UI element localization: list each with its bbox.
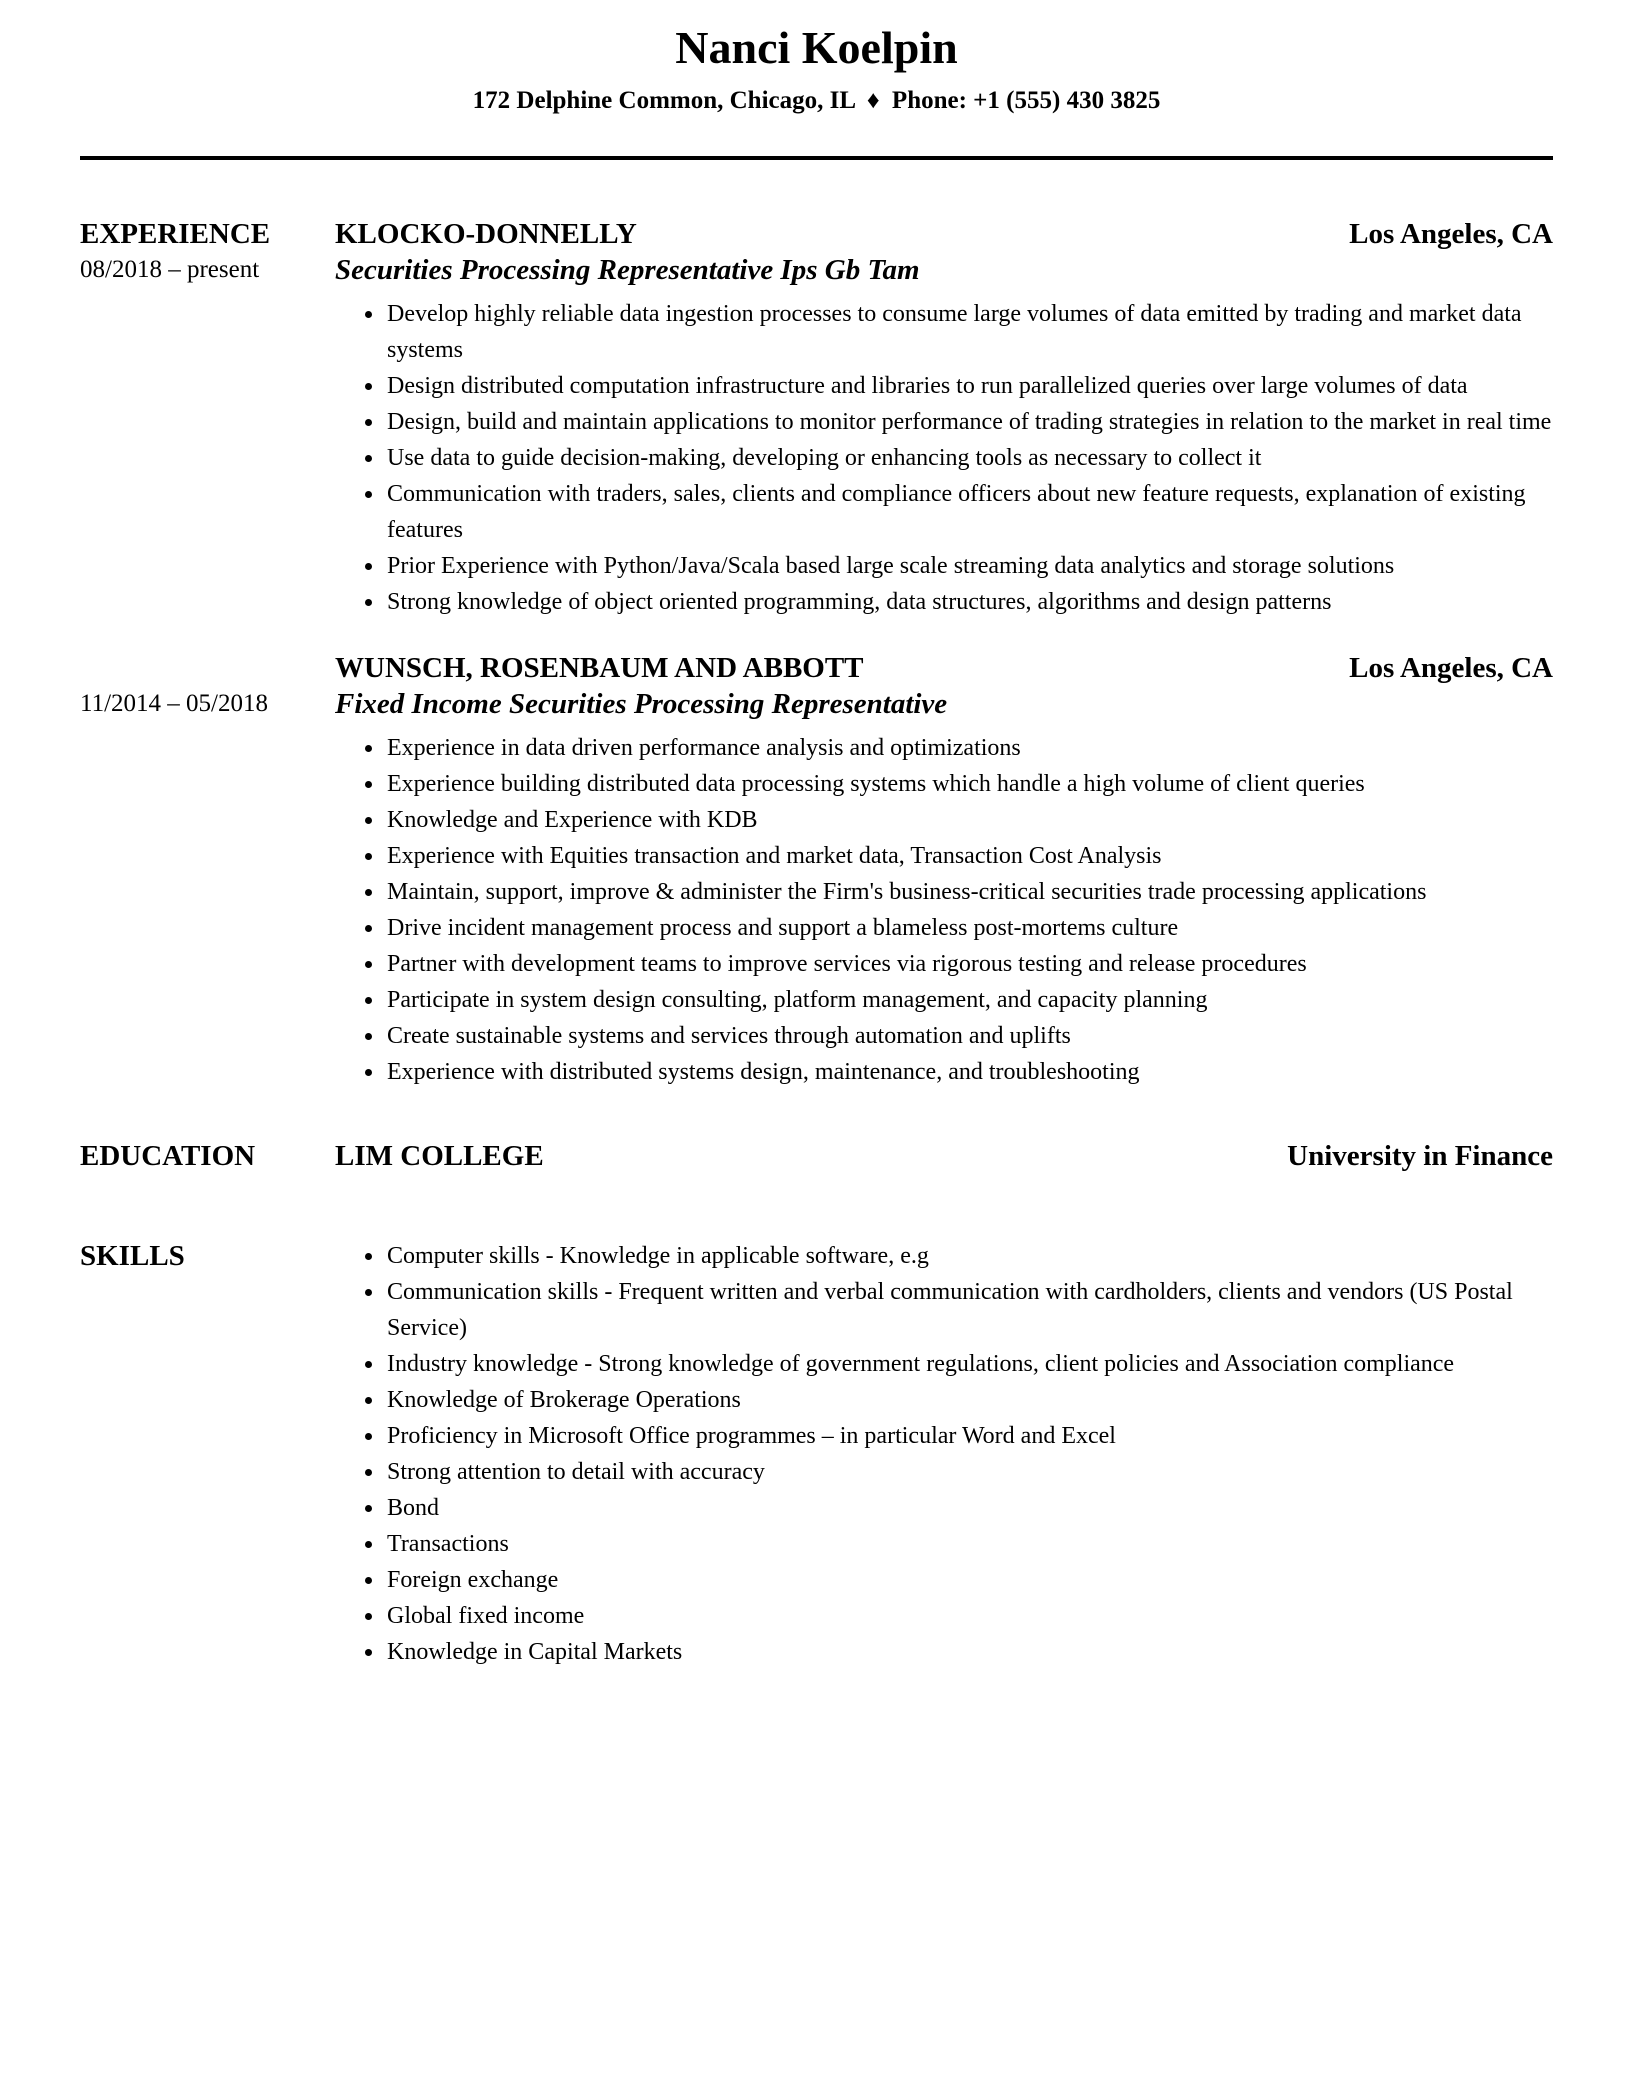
job1-dates: 08/2018 – present [80,256,260,283]
education-block [335,1138,1553,1174]
job2-header-line [335,650,1553,686]
skills-left-column [80,1238,335,1670]
bullet-item: • Develop highly reliable data ingestion processes to consume large volumes of data emitted by trading and market data systems [385,296,1553,368]
bullet-item: • Communication with traders, sales, clients and compliance officers about new feature requests, explanation of existing features [385,476,1553,548]
bullet-item: • Strong attention to detail with accuracy [385,1454,1553,1490]
section-skills [80,1238,1553,1670]
degree-text: University in Finance [1287,1140,1553,1172]
education-line [335,1138,1553,1174]
education-left-column [80,1138,335,1174]
bullet-item: • Foreign exchange [385,1562,1553,1598]
experience-section-label: EXPERIENCE [80,218,271,250]
job1-company-name: KLOCKO-DONNELLY [335,218,637,250]
experience-left-column [80,216,335,620]
job2-dates: 11/2014 – 05/2018 [80,690,268,717]
bullet-item: • Bond [385,1490,1553,1526]
job1-title: Securities Processing Representative Ips Gb Tam [335,254,920,286]
bullet-item: • Experience with distributed systems design, maintenance, and troubleshooting [385,1054,1553,1090]
section-experience-job2 [80,650,1553,1090]
bullet-item: • Maintain, support, improve & administer the Firm's business-critical securities trade processing applications [385,874,1553,910]
diamond-icon: ♦ [866,87,880,114]
job1-block [335,216,1553,620]
bullet-item: • Experience building distributed data processing systems which handle a high volume of client queries [385,766,1553,802]
job2-location: Los Angeles, CA [1349,652,1553,684]
bullet-item: • Knowledge of Brokerage Operations [385,1382,1553,1418]
job2-block [335,650,1553,1090]
education-section-label: EDUCATION [80,1140,256,1172]
bullet-item: • Transactions [385,1526,1553,1562]
bullet-item: • Strong knowledge of object oriented programming, data structures, algorithms and design patterns [385,584,1553,620]
bullet-item: • Communication skills - Frequent written and verbal communication with cardholders, clients and vendors (US Postal Service) [385,1274,1553,1346]
bullet-item: • Prior Experience with Python/Java/Scala based large scale streaming data analytics and storage solutions [385,548,1553,584]
bullet-item: • Drive incident management process and support a blameless post-mortems culture [385,910,1553,946]
bullet-item: • Participate in system design consulting, platform management, and capacity planning [385,982,1553,1018]
section-experience [80,216,1553,620]
resume-body [80,216,1553,1670]
resume-header [80,22,1553,160]
job2-company-name: WUNSCH, ROSENBAUM AND ABBOTT [335,652,864,684]
job2-bullet-list [335,730,1553,1090]
bullet-item: • Partner with development teams to improve services via rigorous testing and release procedures [385,946,1553,982]
bullet-item: • Computer skills - Knowledge in applicable software, e.g [385,1238,1553,1274]
bullet-item: • Experience in data driven performance analysis and optimizations [385,730,1553,766]
job2-left-column [80,650,335,1090]
phone-text: Phone: +1 (555) 430 3825 [891,87,1161,114]
bullet-item: • Proficiency in Microsoft Office programmes – in particular Word and Excel [385,1418,1553,1454]
section-education [80,1138,1553,1174]
job2-title: Fixed Income Securities Processing Representative [335,688,948,720]
bullet-item: • Global fixed income [385,1598,1553,1634]
bullet-item: • Create sustainable systems and services through automation and uplifts [385,1018,1553,1054]
skills-bullet-list [335,1238,1553,1670]
skills-section-label: SKILLS [80,1240,185,1272]
contact-line [80,86,1553,116]
bullet-item: • Knowledge in Capital Markets [385,1634,1553,1670]
candidate-name: Nanci Koelpin [675,22,958,73]
job1-header-line [335,216,1553,252]
address-text: 172 Delphine Common, Chicago, IL [472,87,855,114]
bullet-item: • Experience with Equities transaction and market data, Transaction Cost Analysis [385,838,1553,874]
job1-location: Los Angeles, CA [1349,218,1553,250]
bullet-item: • Design distributed computation infrastructure and libraries to run parallelized queries over large volumes of data [385,368,1553,404]
bullet-item: • Use data to guide decision-making, developing or enhancing tools as necessary to collect it [385,440,1553,476]
bullet-item: • Design, build and maintain applications to monitor performance of trading strategies in relation to the market in real time [385,404,1553,440]
header-divider [80,156,1553,160]
bullet-item: • Industry knowledge - Strong knowledge of government regulations, client policies and Association compliance [385,1346,1553,1382]
bullet-item: • Knowledge and Experience with KDB [385,802,1553,838]
school-name: LIM COLLEGE [335,1140,544,1172]
skills-block [335,1238,1553,1670]
job1-bullet-list [335,296,1553,620]
